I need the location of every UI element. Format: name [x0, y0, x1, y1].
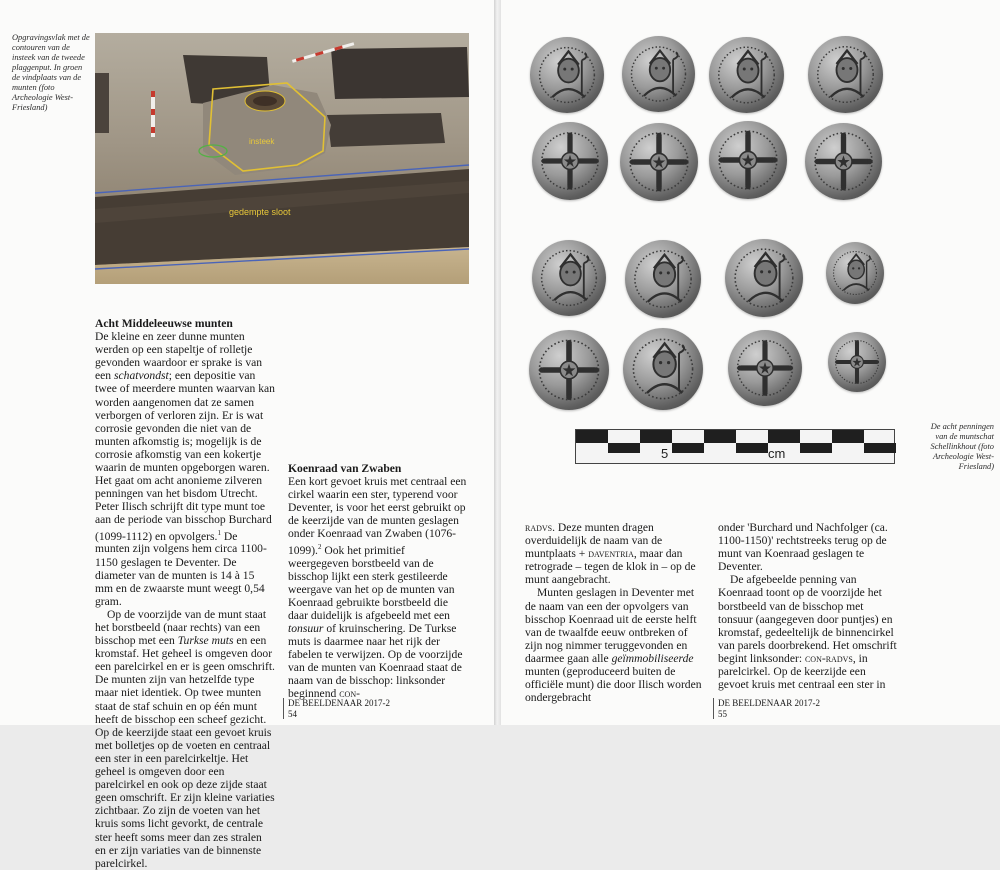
book-gutter — [494, 0, 501, 725]
coins-caption: De acht penningen van de muntschat Schellinkhout (foto Archeologie West-Friesland) — [930, 422, 994, 471]
right-column-2 — [718, 521, 898, 691]
bishop-bust-icon — [725, 239, 803, 317]
coin-reverse — [728, 330, 802, 406]
cross-motif-icon — [529, 330, 609, 410]
right-column-1 — [525, 521, 707, 704]
page-footer: DE BEELDENAAR 2017-2 55 — [713, 698, 820, 719]
bishop-bust-icon — [623, 328, 703, 410]
coin-obverse — [532, 240, 606, 316]
coin-obverse — [623, 328, 703, 410]
bishop-bust-icon — [622, 36, 695, 112]
coin-reverse — [828, 332, 886, 392]
section-subheading: Koenraad van Zwaben — [288, 462, 402, 475]
page-number: 55 — [718, 708, 727, 719]
left-page — [0, 0, 494, 870]
ruler-label-cm: cm — [768, 446, 786, 461]
ruler-graphic — [576, 430, 894, 463]
cross-motif-icon — [728, 330, 802, 406]
bishop-bust-icon — [530, 37, 604, 113]
paragraph: onder 'Burchard und Nachfolger (ca. 1100-1150)' rechtstreeks terug op de munt van Koenraad geslagen te Deventer. — [718, 521, 888, 574]
coin-obverse — [826, 242, 884, 304]
section-heading: Acht Middeleeuwse munten — [95, 317, 233, 330]
coin-reverse — [709, 121, 787, 199]
scale-ruler — [575, 429, 895, 464]
cross-motif-icon — [620, 123, 698, 201]
bishop-bust-icon — [709, 37, 784, 113]
coin-obverse — [530, 37, 604, 113]
excavation-photo — [95, 33, 469, 284]
photo-label-insteek: insteek — [249, 137, 275, 146]
coin-reverse — [532, 122, 608, 200]
right-page — [501, 0, 1000, 725]
ruler-label-5: 5 — [661, 446, 669, 461]
page-footer: DE BEELDENAAR 2017-2 54 — [283, 698, 390, 719]
cross-motif-icon — [709, 121, 787, 199]
bishop-bust-icon — [625, 240, 701, 318]
coin-obverse — [808, 36, 883, 113]
cross-motif-icon — [828, 332, 886, 392]
paragraph: Op de voorzijde van de munt staat het borstbeeld (naar rechts) van een bisschop met een Turkse muts en een kromstaf. Het geheel is omgeven door een parelcirkel en er is geen omschrift. De munten zijn van hetzelfde type maar niet identiek. Op twee munten staat de staf schuin en op één munt heeft de bisschop een scheef gezicht. Op de keerzijde staat een gevoet kruis met bolletjes op de voeten en centraal een ster in een parelcirkeltje. Het geheel is omgeven door een parelcirkel en ook op deze zijde staat geen omschrift. Er zijn kleine variaties zichtbaar. Zo zijn de voeten van het kruis soms licht gevorkt, de centrale ster heeft soms meer dan zes stralen en er zijn variaties van de binnenste parelcirkel. — [95, 607, 275, 870]
coin-reverse — [805, 123, 882, 200]
paragraph: radvs. Deze munten dragen overduidelijk de naam van de muntplaats + daventria, maar dan retrograde – tegen de klok in – op de munt aangebracht. — [525, 521, 696, 587]
coin-photo — [501, 0, 1000, 470]
cross-motif-icon — [805, 123, 882, 200]
bishop-bust-icon — [532, 240, 606, 316]
left-column-1 — [95, 317, 275, 870]
photo-label-sloot: gedempte sloot — [229, 207, 291, 217]
bishop-bust-icon — [826, 242, 884, 304]
paragraph: Munten geslagen in Deventer met de naam van een der opvolgers van bisschop Koenraad uit de eerste helft van de twaalfde eeuw ontbreken of zijn nog nimmer teruggevonden en daarmee gaan alle geïmmobiliseerde munten (geproduceerd buiten de officiële munt) die door Ilisch worden ondergebracht — [525, 586, 702, 705]
paragraph: De kleine en zeer dunne munten werden op een stapeltje of rolletje gevonden waardoor er sprake is van een schatvondst; een depositie van twee of meerdere munten waarvan kan worden aangenomen dat ze samen verborgen of verloren zijn. Er is wat corrosie gevonden die niet van de munten afkomstig is; mogelijk is de corrosie afkomstig van een kokertje waarin de munten opgeborgen waren. Het gaat om acht anonieme zilveren penningen van het bisdom Utrecht. Peter Ilisch schrijft dit type munt toe aan de periode van bisschop Burchard (1099-1112) en opvolgers.$^1$ De munten zijn volgens hem circa 1100-1150 geslagen te Deventer. De diameter van de munten is 14 à 15 mm en de zwaarste munt weegt 0,54 gram. — [95, 330, 275, 608]
coin-obverse — [625, 240, 701, 318]
paragraph: De afgebeelde penning van Koenraad toont op de voorzijde het borstbeeld van de bisschop met tonsuur (aangegeven door puntjes) en kromstaf, gedeeltelijk de binnencirkel van parels doorbrekend. Het omschrift begint linksonder: con-radvs, in parelcirkel. Op de keerzijde een gevoet kruis met centraal een ster in — [718, 573, 897, 692]
coin-reverse — [620, 123, 698, 201]
excavation-photo-graphic — [95, 33, 469, 284]
cross-motif-icon — [532, 122, 608, 200]
coin-obverse — [725, 239, 803, 317]
page-number: 54 — [288, 708, 297, 719]
bishop-bust-icon — [808, 36, 883, 113]
coin-obverse — [622, 36, 695, 112]
coin-reverse — [529, 330, 609, 410]
photo-caption: Opgravingsvlak met de contouren van de insteek van de tweede plaggenput. In groen de vindplaats van de munten (foto Archeologie West-Friesland) — [12, 33, 90, 112]
paragraph: Een kort gevoet kruis met centraal een cirkel waarin een ster, typerend voor Deventer, is voor het eerst gebruikt op de keerzijde van de munten geslagen onder Koenraad van Zwaben (1076-1099).$^2$ Ook het primitief weergegeven borstbeeld van de bisschop lijkt een sterk gestileerde weergave van het op de munten van Koenraad gebruikte borstbeeld die daar duidelijk is afgebeeld met een tonsuur of kruinschering. De Turkse muts is daarmee naar het rijk der fabelen te verwijzen. Op de voorzijde van de munten van Koenraad staat de naam van de bisschop: linksonder beginnend con- — [288, 475, 467, 701]
left-column-2 — [288, 317, 468, 701]
coin-obverse — [709, 37, 784, 113]
